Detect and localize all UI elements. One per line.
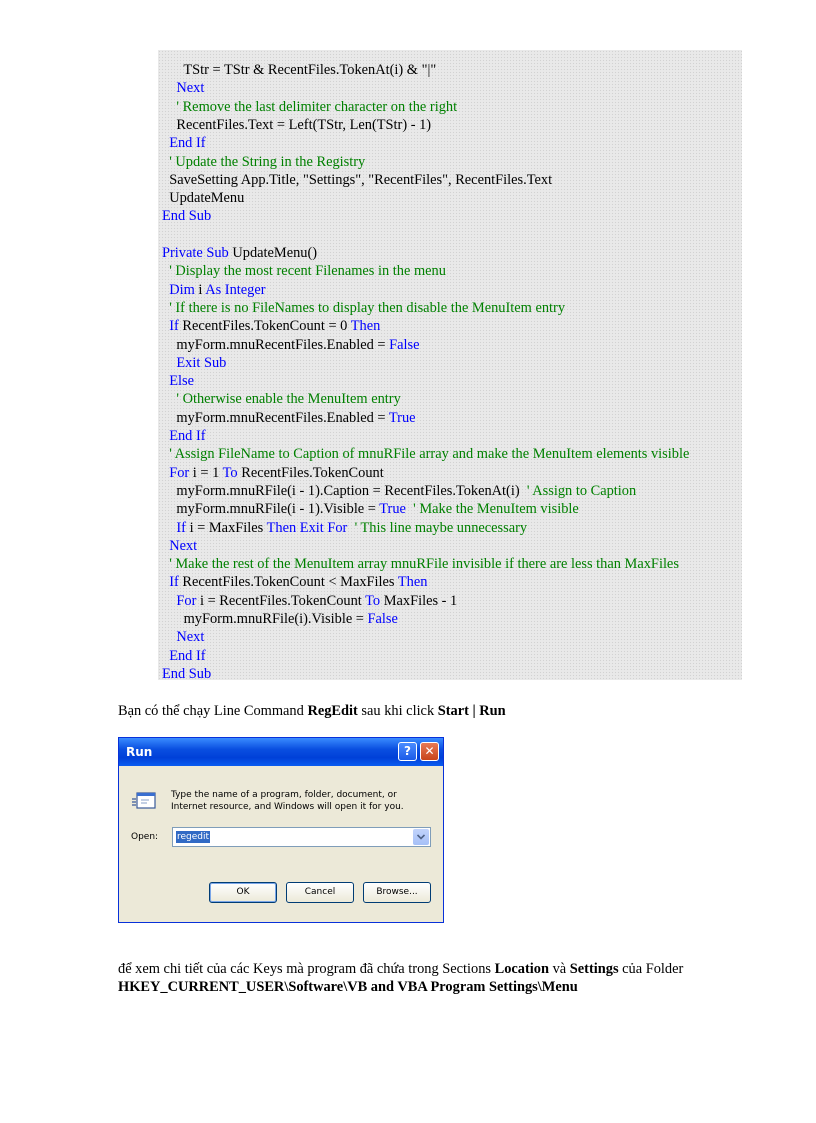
code-keyword: Then Exit For [266,519,348,536]
code-line [162,482,636,500]
run-icon [131,790,157,812]
code-keyword: End Sub [162,665,212,682]
open-label: Open: [131,832,159,842]
chevron-down-icon [417,834,425,840]
code-line [162,537,197,555]
code-text: i [194,281,206,298]
code-keyword: To [222,464,238,481]
code-line [162,317,380,335]
code-comment: ' Make the MenuItem visible [413,501,579,518]
code-text: i = RecentFiles.TokenCount [196,592,366,609]
code-line [162,354,226,372]
code-keyword: End Sub [162,208,212,225]
code-keyword: If [162,318,179,335]
code-keyword: True [388,409,416,426]
code-keyword: To [365,592,381,609]
code-keyword: If [162,574,179,591]
code-line [162,262,446,280]
code-comment: ' If there is no FileNames to display then disable the MenuItem entry [162,299,566,316]
code-line [162,445,689,463]
code-keyword: False [367,611,398,627]
dialog-title: Run [126,745,153,759]
code-text: i = 1 [189,464,223,481]
code-line [162,134,206,152]
code-keyword: Then [397,574,428,591]
code-line [162,171,552,189]
code-text: myForm.mnuRecentFiles.Enabled = [162,409,389,426]
code-comment: ' Remove the last delimiter character on the right [162,98,458,115]
code-keyword: True [379,501,406,518]
code-line [162,372,194,390]
code-text: myForm.mnuRFile(i - 1).Caption = RecentFiles.TokenAt(i) [162,482,527,499]
code-keyword: Exit Sub [162,354,227,371]
code-comment: ' This line maybe unnecessary [354,519,528,536]
code-text: TStr = TStr & RecentFiles.TokenAt(i) & "|" [162,62,437,78]
code-line [162,79,204,97]
help-button[interactable]: ? [398,742,417,761]
browse-button[interactable]: Browse... [363,882,431,903]
para-text: của Folder [618,961,684,977]
code-text: MaxFiles - 1 [380,592,458,609]
code-keyword: As Integer [205,281,266,298]
code-text: i = MaxFiles [185,519,267,536]
code-comment: ' Assign FileName to Caption of mnuRFile array and make the MenuItem elements visible [162,446,690,463]
code-line [162,500,579,518]
code-keyword: Else [162,373,194,390]
code-line [162,98,457,116]
registry-path-text: HKEY_CURRENT_USER\Software\VB and VBA Program Settings\Menu [118,979,578,995]
code-text: RecentFiles.TokenCount < MaxFiles [178,574,398,591]
open-input[interactable] [172,827,431,847]
code-line [162,281,266,299]
code-text: SaveSetting App.Title, "Settings", "RecentFiles", RecentFiles.Text [162,171,553,188]
code-keyword: End If [162,428,206,444]
code-line [162,153,365,171]
code-keyword: End If [162,647,206,664]
para-text: sau khi click [357,703,438,719]
code-keyword: Dim [162,281,195,298]
code-line [162,464,384,482]
code-comment: ' Make the rest of the MenuItem array mnuRFile invisible if there are less than MaxFiles [162,556,679,573]
code-line [162,116,431,134]
para-text: và [549,961,570,977]
code-comment: ' Assign to Caption [526,482,637,499]
code-comment: ' Otherwise enable the MenuItem entry [162,391,401,408]
code-line [162,573,427,591]
ok-button[interactable]: OK [209,882,277,903]
code-line [162,592,457,610]
code-line [162,244,317,262]
code-text: RecentFiles.TokenCount [237,464,384,481]
code-text: RecentFiles.TokenCount = 0 [178,318,351,335]
code-line [162,628,204,646]
code-line [162,61,436,79]
close-button[interactable]: ✕ [420,742,439,761]
code-text [347,520,354,536]
code-text: myForm.mnuRecentFiles.Enabled = [162,336,390,353]
code-line [162,610,398,628]
code-keyword: If [162,519,186,536]
dropdown-button[interactable] [413,829,429,845]
code-keyword: Next [162,80,205,97]
code-text: myForm.mnuRFile(i).Visible = [162,611,368,627]
code-line [162,409,416,427]
code-text: myForm.mnuRFile(i - 1).Visible = [162,501,380,518]
code-line [162,427,206,445]
registry-path [118,978,578,996]
code-keyword: Next [162,629,205,646]
regedit-term: RegEdit [307,703,358,719]
para-text: để xem chi tiết của các Keys mà program đã chứa trong Sections [118,961,495,977]
paragraph-details [118,960,683,978]
title-bar[interactable] [119,738,443,766]
code-keyword: False [389,336,420,353]
code-text: RecentFiles.Text = Left(TStr, Len(TStr) - 1) [162,116,432,133]
code-line [162,189,244,207]
code-line [162,390,401,408]
code-block [158,50,742,680]
code-line [162,336,420,354]
code-keyword: Next [162,537,198,554]
code-keyword: End If [162,135,206,152]
code-keyword: Private Sub [162,245,229,261]
run-dialog [118,737,444,923]
code-line [162,207,211,225]
para-text: Bạn có thể chạy Line Command [118,703,308,719]
location-term: Location [494,961,549,977]
code-keyword: For [162,592,197,609]
code-line [162,519,527,537]
code-text: UpdateMenu [162,190,245,207]
description-line-2: Internet resource, and Windows will open it for you. [171,802,404,812]
code-text: UpdateMenu() [228,245,318,261]
code-comment: ' Update the String in the Registry [162,153,366,170]
settings-term: Settings [569,961,619,977]
code-line [162,647,206,665]
code-line [162,555,679,573]
code-comment: ' Display the most recent Filenames in the menu [162,263,446,280]
description-line-1: Type the name of a program, folder, document, or [171,790,397,800]
code-keyword: Then [350,318,381,335]
paragraph-instructions [118,702,506,720]
start-run-term: Start | Run [437,703,506,719]
open-input-value: regedit [177,832,210,842]
code-keyword: For [162,464,190,481]
cancel-button[interactable]: Cancel [286,882,354,903]
code-line [162,665,211,683]
code-line [162,299,565,317]
